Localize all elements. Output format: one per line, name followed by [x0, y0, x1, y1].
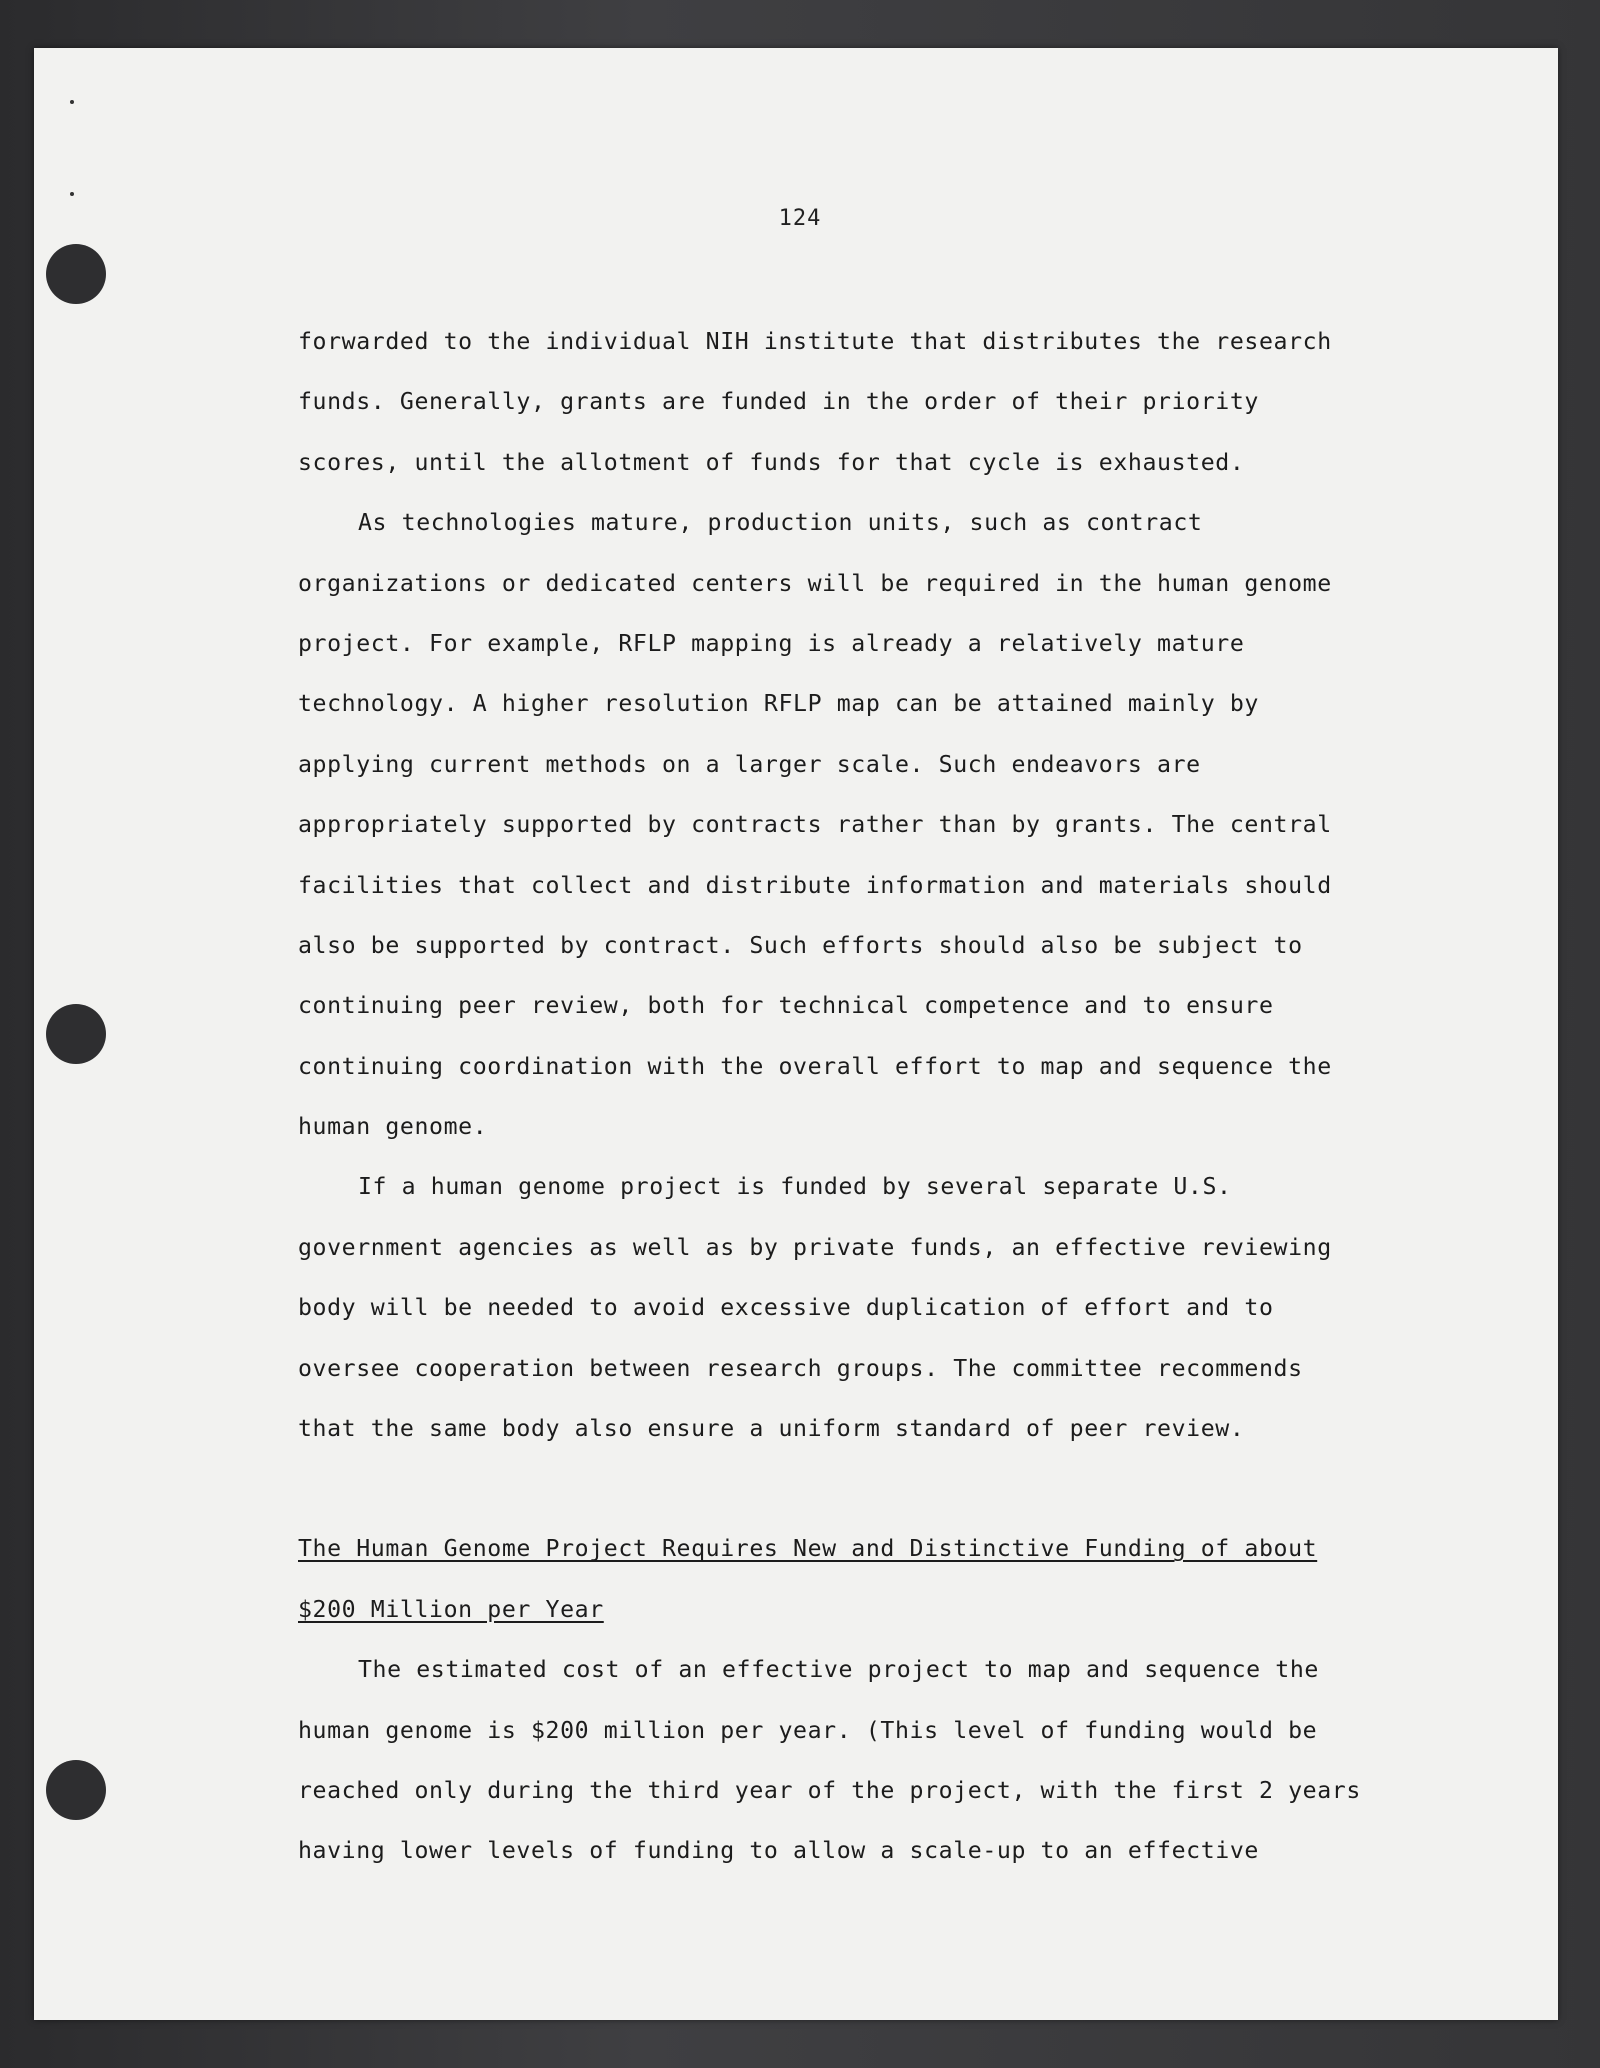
- body-text: [298, 318, 1398, 1888]
- text-line: facilities that collect and distribute information and materials should: [298, 871, 1332, 899]
- paragraph-1: [298, 318, 1398, 499]
- text-line: forwarded to the individual NIH institute that distributes the research: [298, 328, 1332, 355]
- binder-hole-bottom: [46, 1760, 106, 1820]
- text-line: continuing coordination with the overall effort to map and sequence the: [298, 1052, 1332, 1080]
- text-line: If a human genome project is funded by several separate U.S.: [358, 1173, 1232, 1201]
- scan-speck: [70, 100, 74, 104]
- paragraph-3: [298, 1163, 1398, 1465]
- text-line: appropriately supported by contracts rather than by grants. The central: [298, 811, 1332, 839]
- text-line: oversee cooperation between research groups. The committee recommends: [298, 1354, 1303, 1382]
- text-line: organizations or dedicated centers will be required in the human genome: [298, 569, 1332, 597]
- text-line: also be supported by contract. Such efforts should also be subject to: [298, 931, 1303, 959]
- text-line: having lower levels of funding to allow a scale-up to an effective: [298, 1837, 1259, 1865]
- text-line: funds. Generally, grants are funded in the order of their priority: [298, 388, 1259, 416]
- paragraph-2: [298, 499, 1398, 1163]
- binder-hole-top: [46, 244, 106, 304]
- text-line: The estimated cost of an effective project to map and sequence the: [358, 1656, 1319, 1684]
- section-heading-line: The Human Genome Project Requires New and Distinctive Funding of about: [298, 1535, 1318, 1563]
- text-line: reached only during the third year of the project, with the first 2 years: [298, 1776, 1361, 1804]
- binder-hole-middle: [46, 1004, 106, 1064]
- text-line: continuing peer review, both for technical competence and to ensure: [298, 992, 1274, 1020]
- section-heading: [298, 1525, 1398, 1646]
- paragraph-4: [298, 1646, 1398, 1888]
- section-heading-line: $200 Million per Year: [298, 1595, 604, 1623]
- text-line: scores, until the allotment of funds for that cycle is exhausted.: [298, 448, 1245, 476]
- text-line: project. For example, RFLP mapping is already a relatively mature: [298, 629, 1245, 657]
- page-number: 124: [778, 206, 822, 231]
- text-line: As technologies mature, production units, such as contract: [358, 509, 1203, 537]
- text-line: technology. A higher resolution RFLP map can be attained mainly by: [298, 690, 1259, 718]
- text-line: applying current methods on a larger scale. Such endeavors are: [298, 750, 1201, 778]
- text-line: government agencies as well as by private funds, an effective reviewing: [298, 1233, 1332, 1261]
- scan-speck: [70, 192, 74, 196]
- text-line: that the same body also ensure a uniform standard of peer review.: [298, 1415, 1245, 1443]
- text-line: human genome.: [298, 1113, 488, 1141]
- text-line: body will be needed to avoid excessive duplication of effort and to: [298, 1294, 1274, 1322]
- section-spacer: [298, 1465, 1398, 1525]
- text-line: human genome is $200 million per year. (This level of funding would be: [298, 1716, 1318, 1744]
